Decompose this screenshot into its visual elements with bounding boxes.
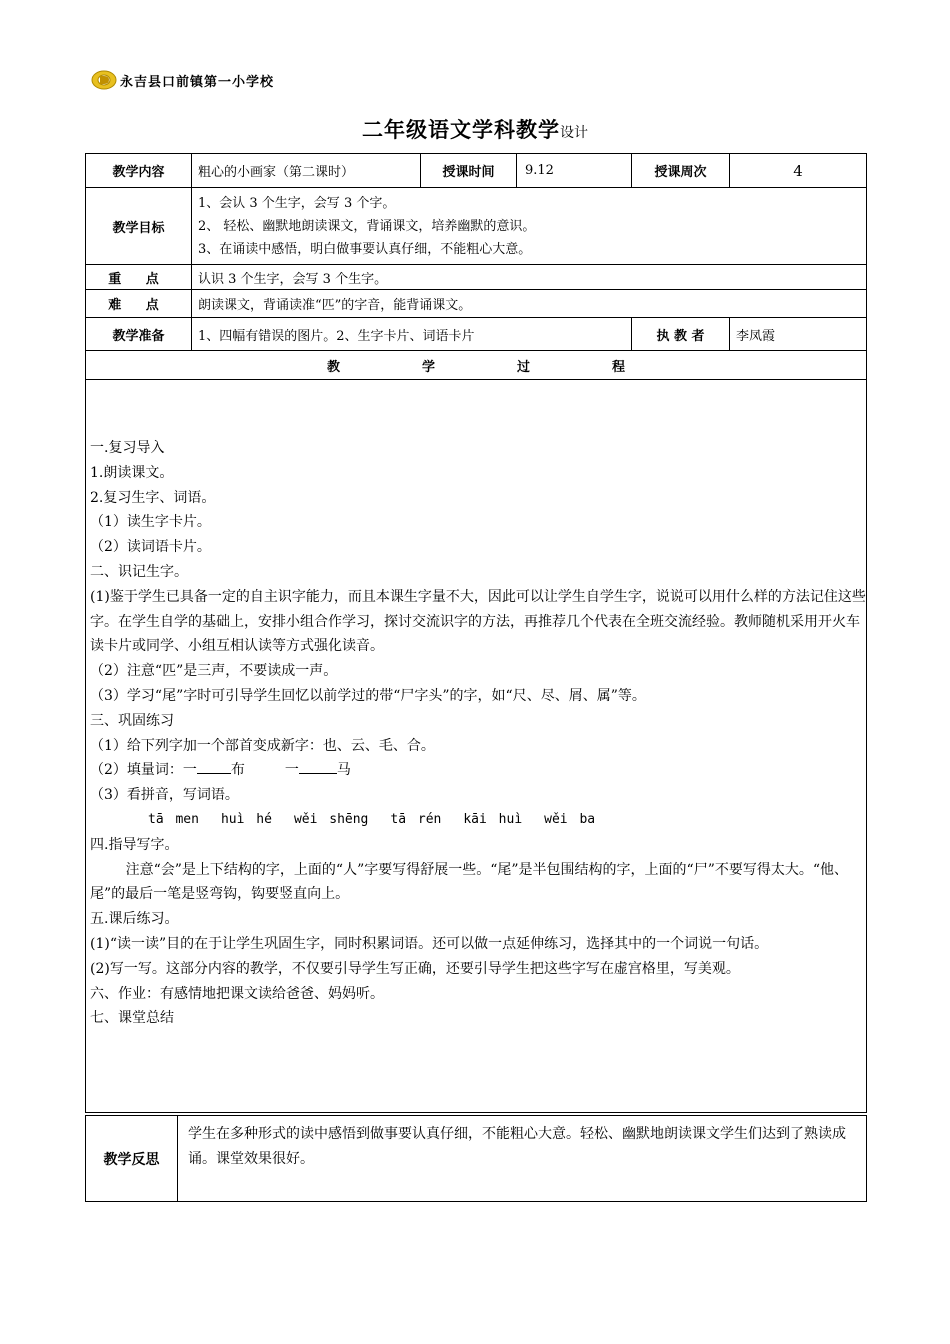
hard-value: 朗读课文，背诵读准“匹”的字音，能背诵课文。 [192,290,867,318]
process-line: 2.复习生字、词语。 [90,489,216,506]
title-main: 二年级语文学科教学 [362,118,560,142]
reflection-label: 教学反思 [86,1116,178,1202]
week-label: 授课周次 [632,154,730,188]
reflection-table [85,1115,867,1202]
blank-line [197,759,231,774]
process-line: (2)写一写。这部分内容的教学，不仅要引导学生写正确，还要引导学生把这些字写在虚宫格里，写美观。 [90,960,740,977]
goal-label: 教学目标 [86,188,192,265]
title-suffix: 设计 [560,125,588,141]
time-value: 9.12 [517,154,632,188]
process-line: （1）读生字卡片。 [90,514,211,531]
process-paragraph: (1)“读一读”目的在于让学生巩固生字，同时积累词语。还可以做一点延伸练习，选择其中的一个词说一句话。 [90,935,769,952]
school-logo-icon [90,68,122,92]
fill-blank-exercise: （2）填量词：一 布 一 马 [90,758,866,783]
hard-label: 难 点 [86,290,192,318]
reflection-text: 学生在多种形式的读中感悟到做事要认真仔细，不能粗心大意。轻松、幽默地朗读课文学生们达到了熟读成诵。课堂效果很好。 [178,1116,867,1202]
goal-item: 2、 轻松、幽默地朗读课文，背诵课文，培养幽默的意识。 [198,218,536,234]
content-label: 教学内容 [86,154,192,188]
goal-list [192,188,867,265]
process-paragraph: (1)鉴于学生已具备一定的自主识字能力，而且本课生字量不大，因此可以让学生自学生字，说说可以用什么样的方法记住这些字。在学生自学的基础上，安排小组合作学习，探讨交流识字的方法，再推荐几个代表在全班交流经验。教师随机采用开火车读卡片或同学、小组互相认读等方式强化读音。 [90,588,866,655]
teacher-label: 执 教 者 [632,318,730,351]
page-title [0,114,950,144]
content-value: 粗心的小画家（第二课时） [192,154,421,188]
key-value: 认识 3 个生字，会写 3 个生字。 [192,265,867,290]
key-label: 重 点 [86,265,192,290]
process-line: 二、识记生字。 [90,563,188,580]
week-value: 4 [730,154,867,188]
process-line: 1.朗读课文。 [90,464,174,481]
process-header: 教 学 过 程 [86,351,867,380]
school-name: 永吉县口前镇第一小学校 [120,74,275,90]
process-line: 五.课后练习。 [90,911,179,928]
process-line: （1）给下列字加一个部首变成新字：也、云、毛、合。 [90,737,435,754]
process-line: （2）注意“匹”是三声，不要读成一声。 [90,663,338,680]
process-line: （2）读词语卡片。 [90,539,211,556]
process-line: （3）学习“尾”字时可引导学生回忆以前学过的带“尸字头”的字，如“尺、尽、屑、属”等。 [90,687,646,704]
prep-label: 教学准备 [86,318,192,351]
process-line: 一.复习导入 [90,440,165,456]
process-line: 六、作业：有感情地把课文读给爸爸、妈妈听。 [90,985,384,1002]
goal-item: 1、会认 3 个生字，会写 3 个字。 [198,195,396,211]
process-paragraph: 注意“会”是上下结构的字，上面的“人”字要写得舒展一些。“尾”是半包围结构的字，上面的“尸”不要写得太大。“他、尾”的最后一笔是竖弯钩，钩要竖直向上。 [90,861,849,903]
process-line: （3）看拼音，写词语。 [90,787,239,804]
goal-item: 3、在诵读中感悟，明白做事要认真仔细，不能粗心大意。 [198,241,532,257]
pinyin-row: tā men huì hé wěi shēng tā rén kāi huì wěi ba [148,811,596,827]
blank-line [299,759,337,774]
process-line: 三、巩固练习 [90,712,174,729]
process-content [86,380,867,1113]
school-header [90,68,274,92]
lesson-info-table [85,153,867,1113]
teacher-value: 李凤霞 [730,318,867,351]
prep-value: 1、四幅有错误的图片。2、生字卡片、词语卡片 [192,318,632,351]
time-label: 授课时间 [421,154,517,188]
process-line: 四.指导写字。 [90,836,179,853]
process-line: 七、课堂总结 [90,1010,174,1027]
